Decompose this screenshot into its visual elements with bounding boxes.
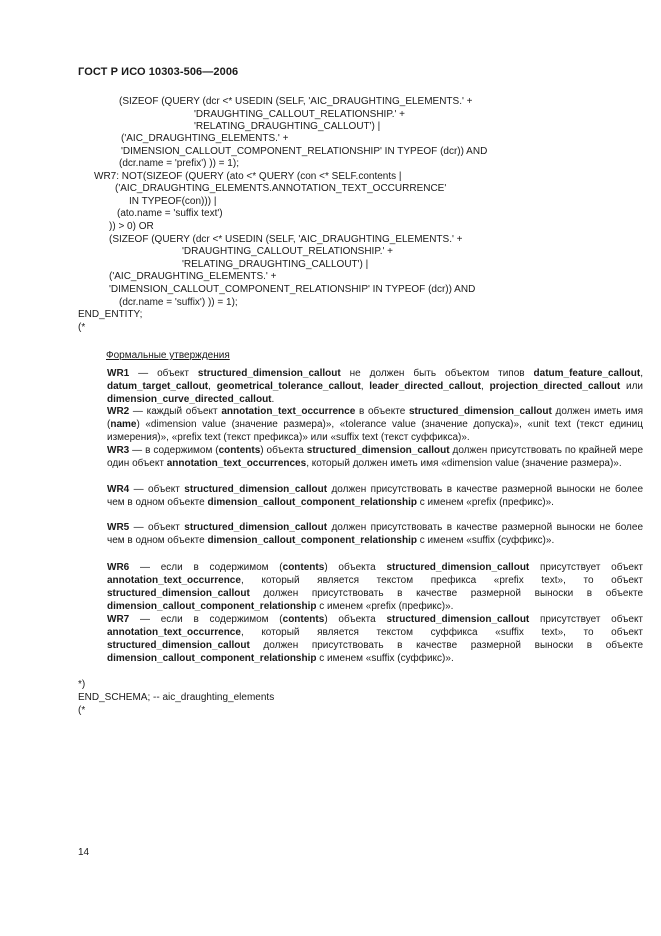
code-line: (SIZEOF (QUERY (dcr <* USEDIN (SELF, 'AIC_DRAUGHTING_ELEMENTS.' + bbox=[109, 234, 463, 245]
rule-text: , bbox=[208, 380, 217, 392]
code-line: (SIZEOF (QUERY (dcr <* USEDIN (SELF, 'AIC_DRAUGHTING_ELEMENTS.' + bbox=[119, 96, 473, 107]
rule-text: , который является текстом суффикса «suffix text», то объект bbox=[240, 626, 643, 638]
rule-label: WR7 bbox=[107, 614, 130, 625]
rule-text: — если в содержимом ( bbox=[129, 562, 283, 573]
rule-text: — объект bbox=[129, 368, 198, 379]
entity-name: structured_dimension_callout bbox=[306, 445, 450, 456]
code-line: )) > 0) OR bbox=[109, 221, 154, 232]
code-line: ('AIC_DRAUGHTING_ELEMENTS.' + bbox=[121, 133, 289, 144]
rule-text: — в содержимом ( bbox=[129, 445, 219, 456]
rule-text: ) объекта bbox=[260, 445, 307, 456]
rule-text: с именем «prefix (префикс)». bbox=[416, 496, 554, 508]
code-line: 'RELATING_DRAUGHTING_CALLOUT') | bbox=[194, 121, 381, 132]
entity-name: annotation_text_occurrence bbox=[107, 626, 241, 638]
entity-name: geometrical_tolerance_callout bbox=[216, 380, 361, 392]
rule-wr4 bbox=[78, 484, 643, 510]
attribute-name: contents bbox=[218, 445, 261, 456]
entity-name: annotation_text_occurrences bbox=[166, 457, 307, 469]
entity-name: annotation_text_occurrence bbox=[221, 406, 356, 417]
entity-name: projection_directed_callout bbox=[489, 380, 621, 392]
rule-text: в объекте bbox=[355, 406, 409, 417]
entity-name: dimension_callout_component_relationship bbox=[207, 496, 417, 508]
entity-name: structured_dimension_callout bbox=[386, 614, 530, 625]
entity-name: structured_dimension_callout bbox=[197, 368, 341, 379]
rule-text: — объект bbox=[129, 484, 185, 495]
attribute-name: contents bbox=[282, 614, 325, 625]
code-line: (* bbox=[78, 705, 86, 716]
rule-label: WR6 bbox=[107, 562, 130, 573]
entity-name: structured_dimension_callout bbox=[107, 587, 250, 599]
rule-text: ) объекта bbox=[324, 562, 387, 573]
rule-label: WR1 bbox=[107, 368, 130, 379]
entity-name: annotation_text_occurrence bbox=[107, 574, 241, 586]
rule-text: присутствует объект bbox=[529, 614, 644, 625]
entity-name: structured_dimension_callout bbox=[107, 639, 250, 651]
rule-text: должен присутствовать в качестве размерной выноски не более чем в одном объекте bbox=[107, 522, 644, 546]
rule-text: с именем «suffix (суффикс)». bbox=[416, 534, 555, 546]
rule-text: с именем «prefix (префикс)». bbox=[316, 600, 454, 612]
entity-name: dimension_callout_component_relationship bbox=[107, 652, 317, 664]
code-line: 'DIMENSION_CALLOUT_COMPONENT_RELATIONSHIP' IN TYPEOF (dcr)) AND bbox=[109, 284, 476, 295]
section-title: Формальные утверждения bbox=[106, 350, 230, 361]
code-line: ('AIC_DRAUGHTING_ELEMENTS.ANNOTATION_TEXT_OCCURRENCE' bbox=[115, 183, 447, 194]
rule-text: с именем «suffix (суффикс)». bbox=[316, 652, 454, 664]
code-line: 'RELATING_DRAUGHTING_CALLOUT') | bbox=[182, 259, 369, 270]
rule-text: должен присутствовать в качестве размерной выноски не более чем в одном объекте bbox=[107, 484, 644, 508]
code-line: ('AIC_DRAUGHTING_ELEMENTS.' + bbox=[109, 271, 277, 282]
rule-text: , bbox=[640, 368, 644, 379]
code-line: END_ENTITY; bbox=[78, 309, 143, 320]
code-line: END_SCHEMA; -- aic_draughting_elements bbox=[78, 692, 275, 703]
rule-text: не должен быть объектом типов bbox=[340, 368, 534, 379]
code-line: 'DRAUGHTING_CALLOUT_RELATIONSHIP.' + bbox=[182, 246, 394, 257]
rule-text: ) объекта bbox=[324, 614, 387, 625]
entity-name: dimension_curve_directed_callout bbox=[107, 393, 272, 405]
code-line: *) bbox=[78, 679, 86, 690]
code-line: (* bbox=[78, 322, 86, 333]
rule-text: должен присутствовать в качестве размерной выноски в объекте bbox=[249, 587, 643, 599]
rule-text: — если в содержимом ( bbox=[129, 614, 283, 625]
attribute-name: name bbox=[110, 418, 137, 430]
entity-name: dimension_callout_component_relationship bbox=[107, 600, 317, 612]
attribute-name: contents bbox=[282, 562, 325, 573]
code-line: (dcr.name = 'suffix') )) = 1); bbox=[119, 297, 238, 308]
rule-label: WR2 bbox=[107, 406, 130, 417]
rule-text: должен присутствовать по крайней мере один объект bbox=[107, 445, 644, 469]
entity-name: structured_dimension_callout bbox=[386, 562, 530, 573]
rule-wr5 bbox=[78, 522, 643, 548]
rule-wr6 bbox=[78, 562, 643, 614]
rule-text: должен иметь имя ( bbox=[107, 406, 644, 430]
entity-name: structured_dimension_callout bbox=[184, 522, 328, 533]
rule-wr1 bbox=[78, 368, 643, 407]
code-line: (ato.name = 'suffix text') bbox=[117, 208, 223, 219]
rule-text: присутствует объект bbox=[529, 562, 644, 573]
entity-name: datum_feature_callout bbox=[533, 368, 641, 379]
rule-text: . bbox=[271, 393, 275, 405]
entity-name: dimension_callout_component_relationship bbox=[207, 534, 417, 546]
rule-text: или bbox=[620, 380, 643, 392]
rule-wr7 bbox=[78, 614, 643, 666]
rule-label: WR4 bbox=[107, 484, 130, 495]
code-line: 'DIMENSION_CALLOUT_COMPONENT_RELATIONSHIP' IN TYPEOF (dcr)) AND bbox=[121, 146, 488, 157]
entity-name: structured_dimension_callout bbox=[184, 484, 328, 495]
rule-label: WR3 bbox=[107, 445, 130, 456]
code-line: (dcr.name = 'prefix') )) = 1); bbox=[119, 158, 239, 169]
code-line: WR7: NOT(SIZEOF (QUERY (ato <* QUERY (con <* SELF.contents | bbox=[94, 171, 402, 182]
code-line: IN TYPEOF(con))) | bbox=[129, 196, 217, 207]
code-line: 'DRAUGHTING_CALLOUT_RELATIONSHIP.' + bbox=[194, 109, 406, 120]
page-header: ГОСТ Р ИСО 10303-506—2006 bbox=[78, 66, 239, 78]
entity-name: structured_dimension_callout bbox=[408, 406, 552, 417]
page-number: 14 bbox=[78, 847, 90, 858]
rule-text: , который должен иметь имя «dimension value (значение размера)». bbox=[306, 457, 622, 469]
rule-text: — каждый объект bbox=[129, 406, 222, 417]
rule-wr2 bbox=[78, 406, 643, 445]
rule-label: WR5 bbox=[107, 522, 130, 533]
rule-text: должен присутствовать в качестве размерной выноски в объекте bbox=[249, 639, 643, 651]
rule-text: — объект bbox=[129, 522, 185, 533]
rule-wr3 bbox=[78, 445, 643, 471]
rule-text: , bbox=[360, 380, 370, 392]
entity-name: leader_directed_callout bbox=[369, 380, 481, 392]
rule-text: , который является текстом префикса «prefix text», то объект bbox=[240, 574, 643, 586]
rule-text: ) «dimension value (значение размера)», «tolerance value (значение допуска)», «unit text (текст единиц измерения)», «prefix text (текст префикса)» или «suffix text (текст суффикса)». bbox=[107, 418, 643, 443]
entity-name: datum_target_callout bbox=[107, 380, 209, 392]
rule-text: , bbox=[481, 380, 490, 392]
